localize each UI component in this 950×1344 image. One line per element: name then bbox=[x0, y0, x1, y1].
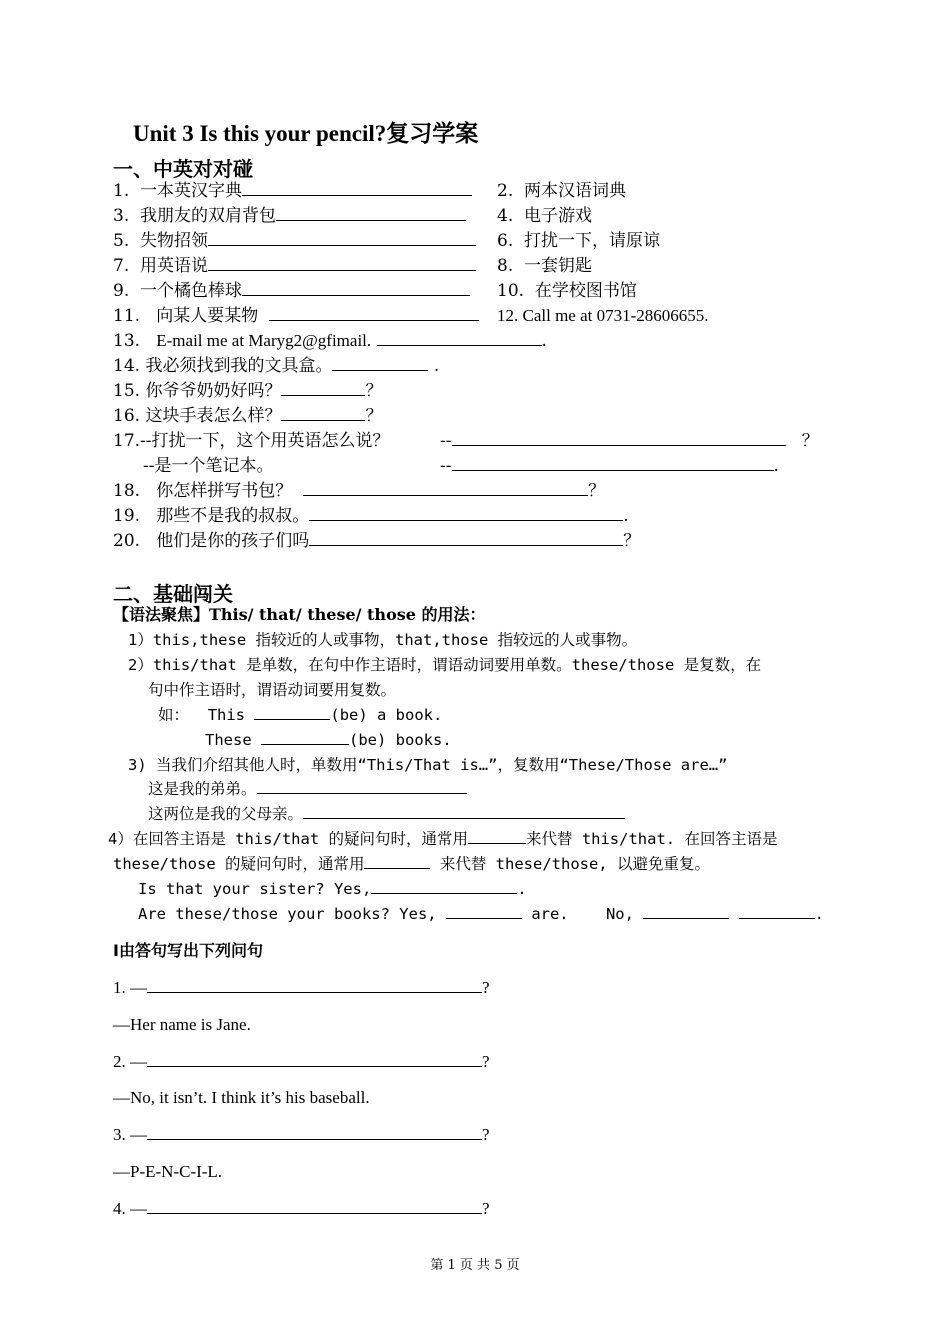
answer-blank[interactable] bbox=[257, 778, 467, 794]
item-8: 8. 一套钥匙 bbox=[497, 256, 593, 276]
rule-2b: 句中作主语时，谓语动词要用复数。 bbox=[148, 681, 397, 699]
answer-blank[interactable] bbox=[309, 505, 623, 521]
item-4: 4. 电子游戏 bbox=[497, 206, 593, 226]
item-17b: --是一个笔记本。 bbox=[143, 456, 274, 476]
example-4: Are these/those your books? Yes, are. No, . bbox=[138, 905, 824, 923]
rule-2a: 2）this/that 是单数，在句中作主语时，谓语动词要用单数。these/those 是复数，在 bbox=[128, 656, 762, 674]
answer-blank[interactable] bbox=[147, 1198, 482, 1214]
answer-blank[interactable] bbox=[147, 977, 482, 993]
answer-blank[interactable] bbox=[208, 255, 476, 271]
answer-blank[interactable] bbox=[309, 530, 623, 546]
item-15: 15. 你爷爷奶奶好吗？ ？ bbox=[113, 381, 383, 401]
qa-question-3: 3. — ? bbox=[113, 1125, 490, 1144]
answer-blank[interactable] bbox=[147, 1124, 482, 1140]
item-19: 19. 那些不是我的叔叔。 . bbox=[113, 506, 629, 526]
qa-answer-1: —Her name is Jane. bbox=[113, 1015, 251, 1034]
answer-blank[interactable] bbox=[261, 729, 349, 745]
item-17b-answer: -- . bbox=[440, 456, 779, 476]
answer-blank[interactable] bbox=[269, 305, 479, 321]
answer-blank[interactable] bbox=[332, 355, 428, 371]
example-1: 如： This (be) a book. bbox=[158, 706, 443, 724]
item-17: 17.--打扰一下，这个用英语怎么说？ bbox=[113, 431, 390, 451]
answer-blank[interactable] bbox=[281, 380, 365, 396]
answer-blank[interactable] bbox=[377, 330, 542, 346]
item-13: 13. E-mail me at Maryg2@gfimail. . bbox=[113, 331, 547, 351]
answer-blank[interactable] bbox=[242, 180, 472, 196]
item-7: 7. 用英语说 bbox=[113, 255, 476, 277]
item-12: 12. Call me at 0731-28606655. bbox=[497, 306, 709, 325]
item-3: 3. 我朋友的双肩背包 bbox=[113, 205, 466, 227]
rule-3b: 这两位是我的父母亲。 bbox=[148, 803, 625, 825]
answer-blank[interactable] bbox=[643, 903, 729, 919]
item-2: 2. 两本汉语词典 bbox=[497, 181, 627, 201]
answer-blank[interactable] bbox=[208, 230, 476, 246]
answer-blank[interactable] bbox=[303, 480, 588, 496]
item-11: 11. 向某人要某物 bbox=[113, 305, 479, 327]
subheading: I由答句写出下列问句 bbox=[113, 941, 263, 960]
answer-blank[interactable] bbox=[452, 430, 786, 446]
page-title: Unit 3 Is this your pencil?复习学案 bbox=[133, 121, 479, 146]
grammar-title: 【语法聚焦】This/ that/ these/ those 的用法： bbox=[113, 605, 486, 624]
answer-blank[interactable] bbox=[446, 903, 522, 919]
qa-answer-3: —P-E-N-C-I-L. bbox=[113, 1162, 223, 1181]
answer-blank[interactable] bbox=[147, 1051, 482, 1067]
section1-heading: 一、中英对对碰 bbox=[113, 157, 253, 181]
item-20: 20. 他们是你的孩子们吗 ？ bbox=[113, 531, 641, 551]
item-9: 9. 一个橘色棒球 bbox=[113, 280, 470, 302]
answer-blank[interactable] bbox=[303, 803, 625, 819]
answer-blank[interactable] bbox=[452, 455, 774, 471]
qa-question-1: 1. — ? bbox=[113, 978, 490, 997]
example-3: Is that your sister? Yes, . bbox=[138, 880, 527, 898]
answer-blank[interactable] bbox=[371, 878, 517, 894]
item-16: 16. 这块手表怎么样？ ？ bbox=[113, 406, 383, 426]
item-1: 1. 一本英汉字典 bbox=[113, 180, 472, 202]
item-18: 18. 你怎样拼写书包？ ？ bbox=[113, 481, 606, 501]
rule-3a: 这是我的弟弟。 bbox=[148, 778, 467, 800]
answer-blank[interactable] bbox=[242, 280, 470, 296]
answer-blank[interactable] bbox=[254, 704, 330, 720]
qa-answer-2: —No, it isn’t. I think it’s his baseball. bbox=[113, 1088, 370, 1107]
rule-4b: these/those 的疑问句时，通常用 来代替 these/those, 以避免重复。 bbox=[113, 855, 710, 873]
answer-blank[interactable] bbox=[364, 853, 430, 869]
item-10: 10. 在学校图书馆 bbox=[497, 281, 637, 301]
answer-blank[interactable] bbox=[281, 405, 365, 421]
item-6: 6. 打扰一下，请原谅 bbox=[497, 231, 661, 251]
answer-blank[interactable] bbox=[468, 828, 526, 844]
section2-heading: 二、基础闯关 bbox=[113, 582, 233, 606]
page-footer: 第 1 页 共 5 页 bbox=[430, 1258, 520, 1273]
item-5: 5. 失物招领 bbox=[113, 230, 476, 252]
example-2: These (be) books. bbox=[205, 731, 452, 749]
answer-blank[interactable] bbox=[739, 903, 815, 919]
qa-question-4: 4. — ? bbox=[113, 1199, 490, 1218]
qa-question-2: 2. — ? bbox=[113, 1052, 490, 1071]
answer-blank[interactable] bbox=[276, 205, 466, 221]
item-17-answer: -- ？ bbox=[440, 431, 819, 451]
rule-1: 1）this,these 指较近的人或事物，that,those 指较远的人或事物。 bbox=[128, 631, 638, 649]
rule-4a: 4）在回答主语是 this/that 的疑问句时，通常用 来代替 this/that. 在回答主语是 bbox=[108, 830, 778, 848]
rule-3: 3) 当我们介绍其他人时，单数用“This/That is…”，复数用“These/Those are…” bbox=[128, 756, 728, 774]
item-14: 14. 我必须找到我的文具盒。 . bbox=[113, 356, 440, 376]
